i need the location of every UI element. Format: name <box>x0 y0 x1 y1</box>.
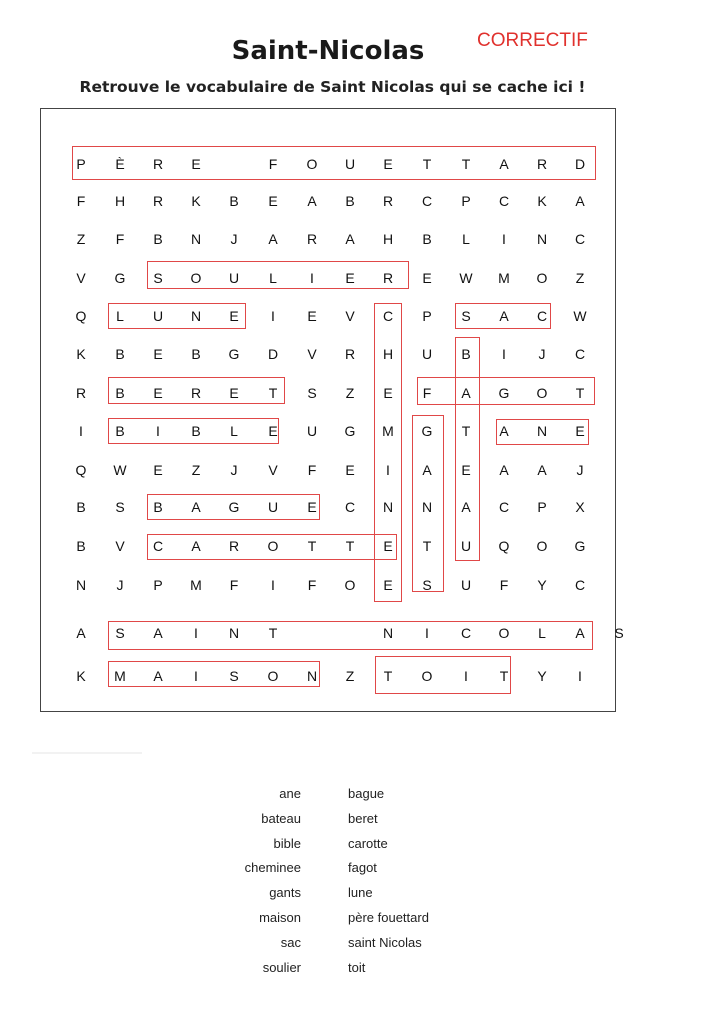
grid-letter: A <box>422 462 432 478</box>
grid-letter: G <box>498 385 510 401</box>
grid-letter: B <box>153 499 163 515</box>
grid-letter: A <box>268 231 278 247</box>
grid-letter: A <box>575 625 585 641</box>
grid-letter: T <box>383 668 393 684</box>
grid-letter: Q <box>75 462 87 478</box>
grid-letter: U <box>306 423 318 439</box>
grid-letter: N <box>421 499 433 515</box>
grid-letter: N <box>190 308 202 324</box>
grid-letter: K <box>191 193 201 209</box>
grid-letter: G <box>574 538 586 554</box>
grid-letter: F <box>268 156 278 172</box>
grid-letter: F <box>307 577 317 593</box>
grid-letter: R <box>344 346 356 362</box>
grid-letter: S <box>614 625 624 641</box>
grid-letter: I <box>194 625 198 641</box>
grid-letter: N <box>190 231 202 247</box>
word-search-grid <box>40 108 624 712</box>
grid-letter: C <box>574 346 586 362</box>
grid-letter: N <box>382 625 394 641</box>
grid-letter: E <box>422 270 432 286</box>
grid-letter: P <box>76 156 86 172</box>
grid-letter: N <box>536 423 548 439</box>
grid-letter: Q <box>75 308 87 324</box>
grid-letter: M <box>190 577 202 593</box>
grid-letter: T <box>345 538 355 554</box>
grid-letter: J <box>230 231 238 247</box>
grid-letter: U <box>152 308 164 324</box>
grid-letter: E <box>461 462 471 478</box>
grid-letter: O <box>536 385 548 401</box>
grid-letter: U <box>460 538 472 554</box>
grid-letter: S <box>115 625 125 641</box>
grid-letter: M <box>114 668 126 684</box>
grid-letter: E <box>229 308 239 324</box>
word-list-item: lune <box>348 885 373 901</box>
word-list-item: bateau <box>261 810 301 826</box>
grid-letter: S <box>461 308 471 324</box>
grid-letter: A <box>537 462 547 478</box>
grid-letter: H <box>382 231 394 247</box>
word-list-item: sac <box>280 934 301 950</box>
grid-letter: A <box>499 423 509 439</box>
grid-letter: R <box>306 231 318 247</box>
grid-letter: O <box>421 668 433 684</box>
grid-letter: D <box>267 346 279 362</box>
grid-letter: J <box>230 462 238 478</box>
grid-letter: S <box>307 385 317 401</box>
grid-letter: C <box>152 538 164 554</box>
grid-letter: T <box>499 668 509 684</box>
grid-letter: C <box>498 193 510 209</box>
grid-letter: M <box>382 423 394 439</box>
found-word-highlight <box>108 661 320 687</box>
grid-letter: L <box>462 231 470 247</box>
grid-letter: E <box>383 577 393 593</box>
grid-letter: B <box>115 346 125 362</box>
grid-letter: J <box>116 577 124 593</box>
grid-letter: F <box>229 577 239 593</box>
grid-letter: W <box>573 308 587 324</box>
grid-letter: O <box>267 538 279 554</box>
grid-letter: I <box>79 423 83 439</box>
grid-letter: W <box>459 270 473 286</box>
grid-letter: U <box>460 577 472 593</box>
grid-letter: C <box>498 499 510 515</box>
grid-letter: B <box>191 423 201 439</box>
grid-letter: U <box>421 346 433 362</box>
grid-letter: A <box>499 462 509 478</box>
word-list-item: père fouettard <box>348 910 429 925</box>
grid-letter: R <box>382 193 394 209</box>
grid-letter: T <box>268 385 278 401</box>
grid-letter: O <box>267 668 279 684</box>
grid-letter: T <box>268 625 278 641</box>
word-list-item: beret <box>348 810 378 826</box>
grid-letter: E <box>383 385 393 401</box>
grid-letter: I <box>386 462 390 478</box>
grid-letter: T <box>422 538 432 554</box>
grid-letter: N <box>228 625 240 641</box>
grid-letter: Z <box>345 668 355 684</box>
word-list-item: saint Nicolas <box>348 934 422 950</box>
grid-letter: I <box>425 625 429 641</box>
grid-letter: O <box>190 270 202 286</box>
grid-letter: N <box>75 577 87 593</box>
grid-letter: B <box>422 231 432 247</box>
grid-letter: U <box>228 270 240 286</box>
word-list-item: gants <box>269 885 301 901</box>
grid-letter: F <box>76 193 86 209</box>
grid-letter: I <box>310 270 314 286</box>
grid-letter: A <box>191 499 201 515</box>
grid-letter: L <box>116 308 124 324</box>
grid-letter: Z <box>345 385 355 401</box>
grid-letter: F <box>499 577 509 593</box>
grid-letter: T <box>307 538 317 554</box>
grid-letter: C <box>574 577 586 593</box>
instructions: Retrouve le vocabulaire de Saint Nicolas qui se cache ici ! <box>79 78 586 96</box>
grid-letter: E <box>153 346 163 362</box>
grid-letter: R <box>152 156 164 172</box>
grid-letter: L <box>269 270 277 286</box>
grid-letter: N <box>382 499 394 515</box>
grid-letter: P <box>461 193 471 209</box>
grid-letter: G <box>228 346 240 362</box>
page-title: Saint-Nicolas <box>231 36 425 66</box>
word-list-item: ane <box>279 786 301 801</box>
grid-letter: N <box>536 231 548 247</box>
grid-letter: C <box>382 308 394 324</box>
grid-letter: S <box>153 270 163 286</box>
grid-letter: B <box>76 538 86 554</box>
grid-letter: G <box>114 270 126 286</box>
grid-letter: A <box>575 193 585 209</box>
grid-letter: E <box>268 193 278 209</box>
grid-letter: E <box>575 423 585 439</box>
grid-letter: I <box>271 308 275 324</box>
found-word-highlight <box>108 621 593 650</box>
grid-letter: I <box>578 668 582 684</box>
grid-letter: M <box>498 270 510 286</box>
grid-letter: T <box>461 423 471 439</box>
grid-letter: Y <box>537 577 547 593</box>
word-list-item: carotte <box>348 835 388 851</box>
grid-letter: Z <box>575 270 585 286</box>
grid-letter: J <box>576 462 584 478</box>
grid-letter: E <box>383 156 393 172</box>
grid-letter: P <box>153 577 163 593</box>
grid-letter: B <box>76 499 86 515</box>
grid-letter: H <box>382 346 394 362</box>
grid-letter: U <box>344 156 356 172</box>
grid-letter: A <box>499 308 509 324</box>
grid-letter: A <box>461 385 471 401</box>
grid-letter: A <box>461 499 471 515</box>
grid-letter: O <box>536 270 548 286</box>
grid-letter: V <box>307 346 317 362</box>
grid-letter: È <box>115 156 125 172</box>
grid-letter: E <box>153 385 163 401</box>
found-word-highlight <box>455 337 480 561</box>
grid-letter: R <box>382 270 394 286</box>
grid-letter: E <box>307 499 317 515</box>
grid-letter: P <box>537 499 547 515</box>
grid-letter: P <box>422 308 432 324</box>
grid-letter: E <box>345 462 355 478</box>
grid-letter: F <box>115 231 125 247</box>
word-list-item: fagot <box>348 860 377 876</box>
grid-letter: R <box>152 193 164 209</box>
word-list-item: toit <box>348 959 366 975</box>
grid-letter: E <box>153 462 163 478</box>
word-list-item: maison <box>259 910 301 925</box>
grid-letter: V <box>268 462 278 478</box>
grid-letter: C <box>460 625 472 641</box>
grid-letter: O <box>536 538 548 554</box>
grid-letter: I <box>502 346 506 362</box>
grid-letter: I <box>156 423 160 439</box>
grid-letter: W <box>113 462 127 478</box>
grid-letter: A <box>153 625 163 641</box>
grid-letter: V <box>115 538 125 554</box>
grid-letter: K <box>537 193 547 209</box>
grid-letter: J <box>538 346 546 362</box>
grid-letter: V <box>76 270 86 286</box>
grid-letter: E <box>383 538 393 554</box>
grid-letter: L <box>538 625 546 641</box>
word-list-item: cheminee <box>244 860 301 876</box>
grid-letter: C <box>421 193 433 209</box>
grid-letter: B <box>191 346 201 362</box>
grid-letter: U <box>267 499 279 515</box>
word-list-item: bible <box>273 835 301 851</box>
grid-letter: O <box>306 156 318 172</box>
grid-letter: A <box>76 625 86 641</box>
grid-letter: Z <box>191 462 201 478</box>
grid-letter: T <box>575 385 585 401</box>
grid-letter: V <box>345 308 355 324</box>
grid-letter: Q <box>498 538 510 554</box>
divider <box>32 752 142 754</box>
grid-letter: E <box>307 308 317 324</box>
grid-letter: B <box>345 193 355 209</box>
grid-letter: A <box>307 193 317 209</box>
grid-letter: I <box>194 668 198 684</box>
grid-letter: B <box>115 385 125 401</box>
grid-letter: L <box>230 423 238 439</box>
grid-letter: C <box>574 231 586 247</box>
grid-letter: E <box>268 423 278 439</box>
grid-letter: C <box>344 499 356 515</box>
correctif-badge: CORRECTIF <box>477 30 588 51</box>
grid-letter: G <box>228 499 240 515</box>
grid-letter: I <box>464 668 468 684</box>
grid-letter: I <box>271 577 275 593</box>
grid-letter: Z <box>76 231 86 247</box>
grid-letter: R <box>75 385 87 401</box>
word-list-item: soulier <box>262 959 301 975</box>
grid-letter: R <box>190 385 202 401</box>
grid-letter: E <box>229 385 239 401</box>
grid-letter: E <box>345 270 355 286</box>
grid-letter: O <box>498 625 510 641</box>
grid-letter: T <box>422 156 432 172</box>
grid-letter: R <box>228 538 240 554</box>
grid-letter: B <box>153 231 163 247</box>
grid-letter: A <box>153 668 163 684</box>
grid-letter: A <box>191 538 201 554</box>
grid-letter: R <box>536 156 548 172</box>
grid-letter: G <box>421 423 433 439</box>
grid-letter: A <box>499 156 509 172</box>
grid-letter: S <box>229 668 239 684</box>
grid-letter: K <box>76 668 86 684</box>
grid-letter: H <box>114 193 126 209</box>
grid-letter: S <box>115 499 125 515</box>
grid-letter: A <box>345 231 355 247</box>
grid-letter: B <box>461 346 471 362</box>
grid-letter: B <box>115 423 125 439</box>
word-list-item: bague <box>348 786 385 801</box>
grid-letter: F <box>422 385 432 401</box>
grid-letter: C <box>536 308 548 324</box>
grid-letter: G <box>344 423 356 439</box>
grid-letter: N <box>306 668 318 684</box>
grid-letter: F <box>307 462 317 478</box>
grid-letter: O <box>344 577 356 593</box>
grid-letter: X <box>575 499 585 515</box>
grid-letter: B <box>229 193 239 209</box>
grid-letter: I <box>502 231 506 247</box>
grid-letter: D <box>574 156 586 172</box>
grid-letter: Y <box>537 668 547 684</box>
grid-letter: K <box>76 346 86 362</box>
grid-letter: T <box>461 156 471 172</box>
grid-letter: S <box>422 577 432 593</box>
grid-letter: E <box>191 156 201 172</box>
